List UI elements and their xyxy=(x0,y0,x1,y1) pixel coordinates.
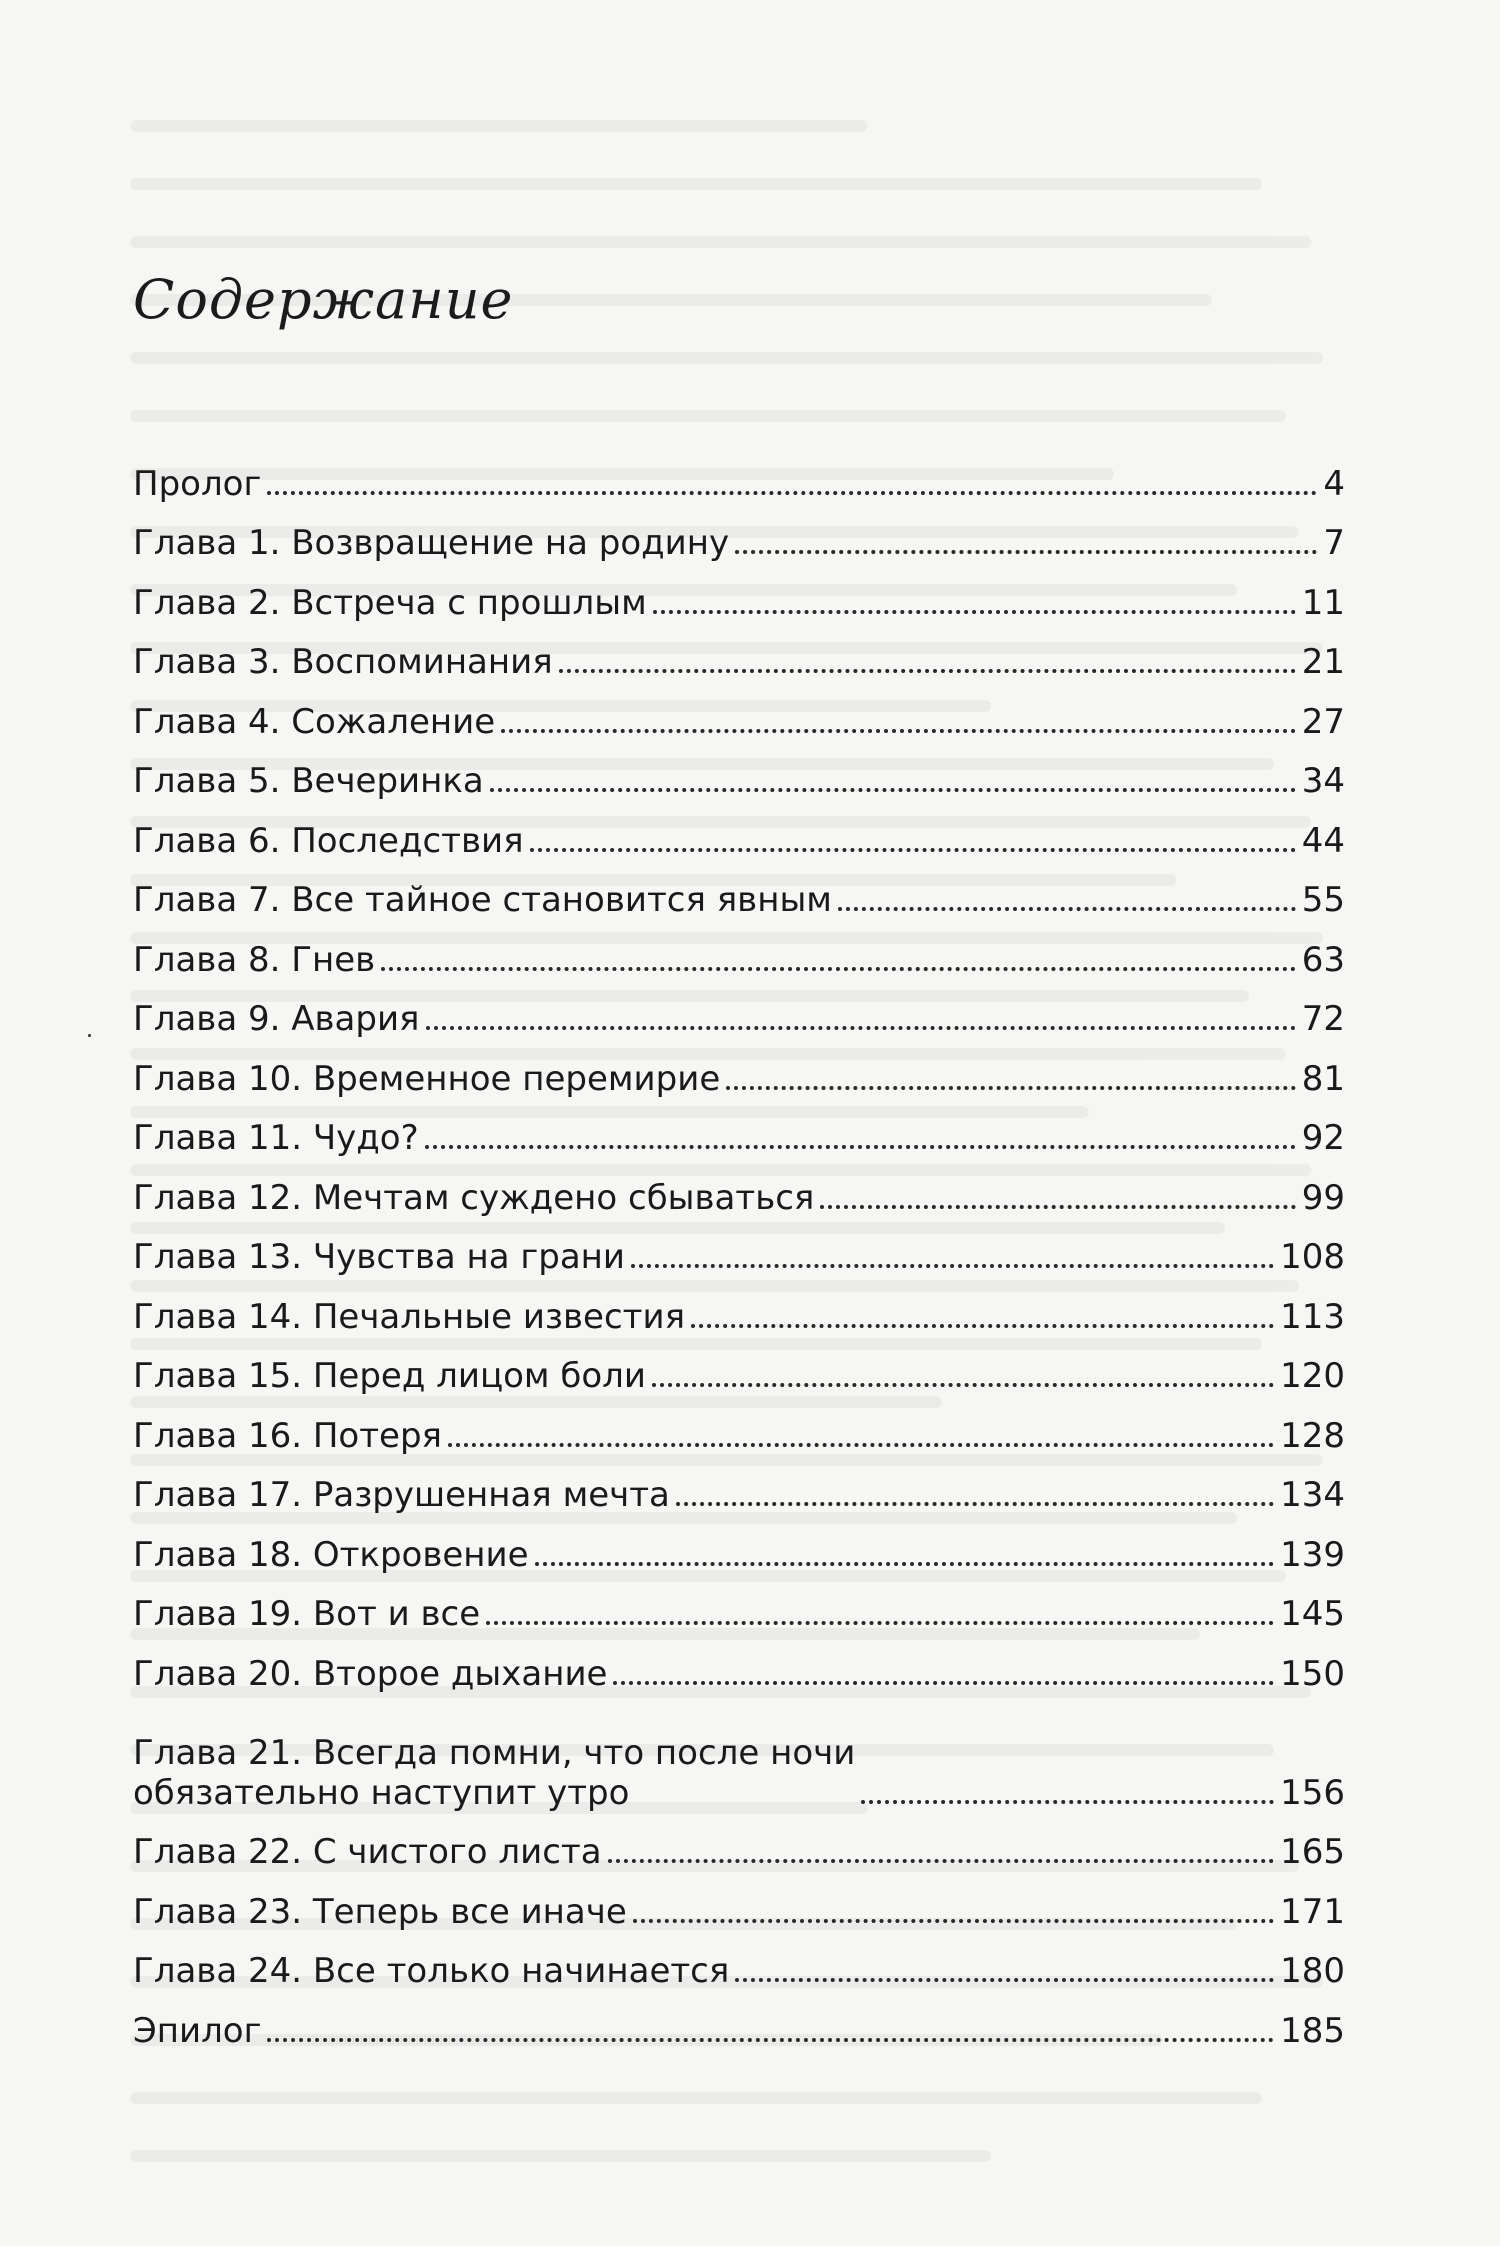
toc-dot-leader xyxy=(425,1145,1296,1149)
toc-entry-page: 7 xyxy=(1323,523,1345,563)
toc-entry xyxy=(133,920,1345,980)
toc-entry-page: 180 xyxy=(1280,1951,1345,1991)
toc-entry-page: 55 xyxy=(1301,880,1345,920)
toc-entry-page: 27 xyxy=(1301,701,1345,742)
toc-entry xyxy=(133,1456,1345,1516)
toc-entry xyxy=(133,563,1345,623)
toc-dot-leader xyxy=(820,1205,1295,1209)
toc-entry-label: Глава 15. Перед лицом боли xyxy=(133,1356,646,1396)
toc-entry xyxy=(133,742,1345,802)
toc-dot-leader xyxy=(726,1086,1296,1090)
toc-entry xyxy=(133,1813,1345,1873)
toc-entry-page: 134 xyxy=(1280,1475,1345,1515)
toc-dot-leader xyxy=(426,1026,1296,1030)
toc-entry-label: Глава 1. Возвращение на родину xyxy=(133,523,730,563)
toc-dot-leader xyxy=(559,669,1296,673)
toc-dot-leader xyxy=(535,1562,1275,1566)
toc-entry-label: Глава 14. Печальные известия xyxy=(133,1296,686,1337)
toc-entry xyxy=(133,1932,1345,1992)
toc-entry xyxy=(133,623,1345,683)
toc-entry xyxy=(133,861,1345,921)
toc-title: Содержание xyxy=(133,268,514,331)
toc-entry xyxy=(133,1039,1345,1099)
toc-entry-page: 185 xyxy=(1280,2010,1345,2051)
toc-dot-leader xyxy=(530,848,1296,852)
toc-entry-page: 92 xyxy=(1301,1118,1345,1158)
toc-entry xyxy=(133,1218,1345,1278)
toc-entry xyxy=(133,1515,1345,1575)
toc-entry-label: Глава 7. Все тайное становится явным xyxy=(133,880,832,920)
toc-entry-label: Глава 20. Второе дыхание xyxy=(133,1653,608,1694)
toc-entry-page: 72 xyxy=(1301,999,1345,1039)
toc-entry-label: Глава 12. Мечтам суждено сбываться xyxy=(133,1177,815,1218)
toc-entry-label: Глава 4. Сожаление xyxy=(133,701,496,742)
toc-dot-leader xyxy=(735,1978,1274,1982)
toc-entry-label: Глава 18. Откровение xyxy=(133,1534,529,1575)
toc-entry-label: Глава 3. Воспоминания xyxy=(133,642,553,682)
toc-entry-page: 99 xyxy=(1301,1177,1345,1218)
toc-dot-leader xyxy=(652,1383,1274,1387)
toc-entry-page: 128 xyxy=(1280,1415,1345,1456)
toc-dot-leader xyxy=(613,1681,1274,1685)
toc-dot-leader xyxy=(267,491,1317,495)
toc-dot-leader xyxy=(448,1443,1274,1447)
toc-entry xyxy=(133,1158,1345,1218)
toc-entry xyxy=(133,1634,1345,1694)
toc-entry-label: Глава 23. Теперь все иначе xyxy=(133,1891,627,1932)
toc-dot-leader xyxy=(490,788,1296,792)
toc-entry-page: 156 xyxy=(1280,1772,1345,1813)
toc-dot-leader xyxy=(381,967,1296,971)
toc-entry-page: 44 xyxy=(1301,820,1345,861)
toc-entry-label: Пролог xyxy=(133,463,262,504)
margin-speck xyxy=(88,1034,91,1037)
toc-entry-label: Глава 16. Потеря xyxy=(133,1415,442,1456)
toc-dot-leader xyxy=(633,1919,1274,1923)
toc-entry xyxy=(133,1277,1345,1337)
toc-entry-page: 113 xyxy=(1280,1296,1345,1337)
toc-entry-page: 150 xyxy=(1280,1653,1345,1694)
toc-entry-label: Глава 6. Последствия xyxy=(133,820,524,861)
toc-entry xyxy=(133,504,1345,564)
toc-entry-label: Эпилог xyxy=(133,2010,262,2051)
toc-entry-page: 34 xyxy=(1301,761,1345,801)
toc-entry-label: Глава 24. Все только начинается xyxy=(133,1951,730,1991)
toc-entry xyxy=(133,1099,1345,1159)
toc-entry xyxy=(133,1575,1345,1635)
toc-entry-page: 63 xyxy=(1301,939,1345,980)
toc-entry-page: 21 xyxy=(1301,642,1345,682)
toc-list xyxy=(133,444,1345,2051)
toc-entry-label: Глава 22. С чистого листа xyxy=(133,1832,602,1872)
toc-dot-leader xyxy=(861,1800,1274,1804)
toc-entry-label: Глава 2. Встреча с прошлым xyxy=(133,582,647,623)
toc-dot-leader xyxy=(501,729,1296,733)
toc-entry-page: 4 xyxy=(1323,463,1345,504)
toc-entry xyxy=(133,1694,1345,1813)
toc-dot-leader xyxy=(676,1502,1274,1506)
toc-entry-page: 139 xyxy=(1280,1534,1345,1575)
toc-entry-label: Глава 5. Вечеринка xyxy=(133,761,484,801)
toc-dot-leader xyxy=(486,1621,1274,1625)
toc-dot-leader xyxy=(631,1264,1274,1268)
toc-dot-leader xyxy=(735,550,1317,554)
toc-entry-label: Глава 10. Временное перемирие xyxy=(133,1058,721,1099)
toc-entry xyxy=(133,1872,1345,1932)
toc-entry-page: 108 xyxy=(1280,1237,1345,1277)
toc-entry xyxy=(133,682,1345,742)
toc-entry xyxy=(133,1396,1345,1456)
toc-dot-leader xyxy=(838,907,1296,911)
toc-entry-label: Глава 19. Вот и все xyxy=(133,1594,481,1634)
toc-entry-page: 11 xyxy=(1301,582,1345,623)
toc-dot-leader xyxy=(267,2038,1274,2042)
toc-entry xyxy=(133,1991,1345,2051)
toc-entry-page: 81 xyxy=(1301,1058,1345,1099)
toc-entry-label: Глава 17. Разрушенная мечта xyxy=(133,1475,670,1515)
toc-entry xyxy=(133,444,1345,504)
toc-entry xyxy=(133,980,1345,1040)
toc-entry-label: Глава 21. Всегда помни, что после ночи обязательно наступит утро xyxy=(133,1732,856,1813)
toc-entry xyxy=(133,1337,1345,1397)
toc-dot-leader xyxy=(608,1859,1275,1863)
toc-entry-page: 120 xyxy=(1280,1356,1345,1396)
toc-entry-label: Глава 11. Чудо? xyxy=(133,1118,419,1158)
toc-entry-label: Глава 8. Гнев xyxy=(133,939,376,980)
toc-entry xyxy=(133,801,1345,861)
toc-dot-leader xyxy=(691,1324,1274,1328)
toc-entry-page: 165 xyxy=(1280,1832,1345,1872)
toc-entry-page: 171 xyxy=(1280,1891,1345,1932)
toc-entry-label: Глава 13. Чувства на грани xyxy=(133,1237,625,1277)
toc-dot-leader xyxy=(653,610,1296,614)
toc-entry-label: Глава 9. Авария xyxy=(133,999,420,1039)
toc-entry-page: 145 xyxy=(1280,1594,1345,1634)
